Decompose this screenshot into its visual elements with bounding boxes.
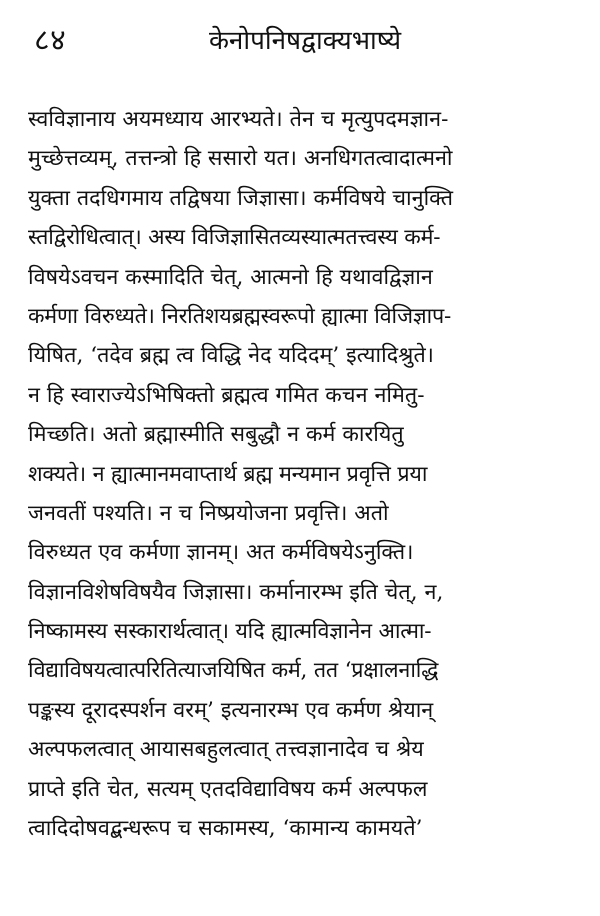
text-line: यिषित, ‘तदेव ब्रह्म त्व विद्धि नेद यदिदम्’ इत्यादिश्रुते।: [28, 343, 434, 369]
text-line: न हि स्वाराज्येऽभिषिक्तो ब्रह्मत्व गमित कचन नमितु-: [28, 382, 425, 408]
text-line: विज्ञानविशेषविषयैव जिज्ञासा। कर्मानारम्भ इति चेत्, न,: [28, 579, 444, 605]
text-line: युक्ता तदधिगमाय तद्विषया जिज्ञासा। कर्मविषये चानुक्ति: [28, 185, 454, 211]
text-line: मिच्छति। अतो ब्रह्मास्मीति सबुद्धौ न कर्म कारयितु: [28, 422, 404, 448]
text-line: विद्याविषयत्वात्परितित्याजयिषित कर्म, तत ‘प्रक्षालनाद्धि: [28, 658, 439, 684]
running-head: केनोपनिषद्वाक्यभाष्ये: [208, 26, 402, 56]
page-header: [28, 18, 582, 72]
text-line: शक्यते। न ह्यात्मानमवाप्तार्थ ब्रह्म मन्यमान प्रवृत्ति प्रया: [28, 461, 428, 487]
text-line: मुच्छेत्तव्यम्, तत्तन्त्रो हि ससारो यत। अनधिगतत्वादात्मनो: [28, 146, 453, 172]
text-line: जनवतीं पश्यति। न च निष्प्रयोजना प्रवृत्ति। अतो: [28, 500, 389, 526]
text-line: कर्मणा विरुध्यते। निरतिशयब्रह्मस्वरूपो ह्यात्मा विजिज्ञाप-: [28, 303, 452, 329]
text-line: निष्कामस्य सस्कारार्थत्वात्। यदि ह्यात्मविज्ञानेन आत्मा-: [28, 619, 432, 645]
text-line: अल्पफलत्वात् आयासबहुलत्वात् तत्त्वज्ञानादेव च श्रेय: [28, 737, 424, 763]
text-line: विरुध्यत एव कर्मणा ज्ञानम्। अत कर्मविषयेऽनुक्ति।: [28, 540, 414, 566]
text-line: त्वादिदोषवद्बन्धरूप च सकामस्य, ‘कामान्य कामयते’: [28, 816, 423, 842]
page-number: ८४: [34, 23, 67, 58]
text-line: प्राप्ते इति चेत, सत्यम् एतदविद्याविषय कर्म अल्पफल: [28, 776, 428, 802]
text-line: स्वविज्ञानाय अयमध्याय आरभ्यते। तेन च मृत्युपदमज्ञान-: [28, 107, 449, 132]
text-line: पङ्कस्य दूरादस्पर्शन वरम्’ इत्यनारम्भ एव कर्मण श्रेयान्: [28, 697, 434, 723]
body-text: [28, 100, 580, 848]
text-line: विषयेऽवचन कस्मादिति चेत्, आत्मनो हि यथावद्विज्ञान: [28, 264, 433, 290]
text-line: स्तद्विरोधित्वात्। अस्य विजिज्ञासितव्यस्यात्मतत्त्वस्य कर्म-: [28, 225, 441, 251]
